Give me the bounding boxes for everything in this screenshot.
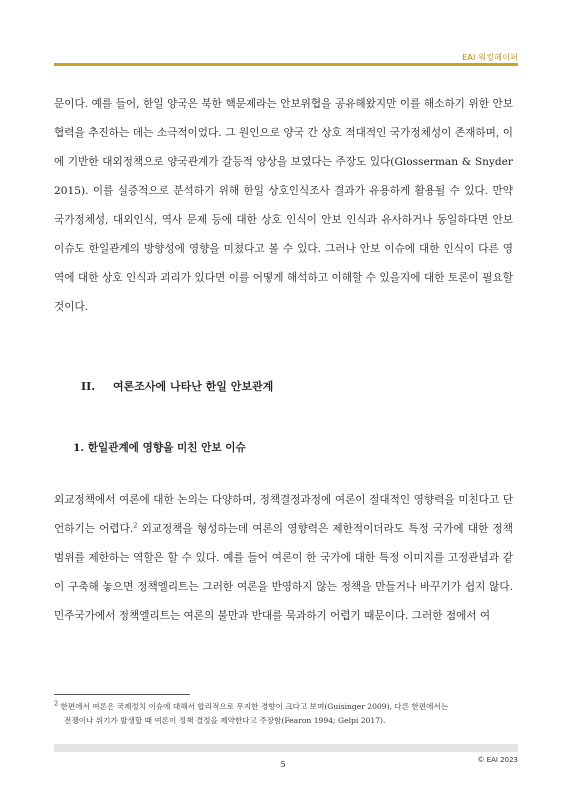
footnote-line-1: 한편에서 여론은 국제정치 이슈에 대해서 합리적으로 무지한 경향이 크다고 보며(Guisinger 2009), 다른 한편에서는 — [58, 702, 449, 711]
header-label: EAI 워킹페이퍼 — [462, 53, 518, 62]
body-paragraph-2 — [54, 486, 513, 631]
copyright-notice: © EAI 2023 — [477, 756, 518, 764]
paragraph-text-before: 외교정책에서 여론에 대한 논의는 다양하며, 정책결정과정에 여론이 절대적인 영향력을 미친다고 단언하기는 어렵다. — [54, 494, 513, 535]
footnote-line-2: 전쟁이나 위기가 발생할 때 여론이 정책 결정을 제약한다고 주장함(Fearon 1994; Gelpi 2017). — [64, 716, 386, 725]
page-number: 5 — [280, 760, 286, 769]
section-heading — [81, 378, 273, 394]
section-number: II. — [81, 380, 96, 393]
body-paragraph: 문이다. 예를 들어, 한일 양국은 북한 핵문제라는 안보위협을 공유해왔지만 이를 해소하기 위한 안보협력을 추진하는 데는 소극적이었다. 그 원인으로 양국 간 상호 적대적인 국가정체성이 존재하며, 이에 기반한 대외정책으로 양국관계가 갈등적 양상을 보였다는 주장도 있다(Glosserman & Snyder 2015). 이를 실증적으로 분석하기 위해 한일 상호인식조사 결과가 유용하게 활용될 수 있다. 만약 국가정체성, 대외인식, 역사 문제 등에 대한 상호 인식이 안보 인식과 유사하거나 동일하다면 안보 이슈도 한일관계의 방향성에 영향을 미쳤다고 볼 수 있다. 그러나 안보 이슈에 대한 인식이 다른 영역에 대한 상호 인식과 괴리가 있다면 이를 어떻게 해석하고 이해할 수 있을지에 대한 토론이 필요할 것이다. — [54, 98, 513, 313]
footnote-reference[interactable]: 2 — [133, 521, 138, 530]
subsection-heading: 1. 한일관계에 영향을 미친 안보 이슈 — [73, 442, 246, 454]
footnote-mark: 2 — [54, 699, 59, 708]
footnote-rule — [54, 694, 190, 695]
section-title: 여론조사에 나타난 한일 안보관계 — [113, 380, 274, 393]
header-rule — [54, 63, 518, 66]
footer-bar — [54, 744, 518, 752]
footnote — [54, 700, 514, 728]
paragraph-text-after: 외교정책을 형성하는데 여론의 영향력은 제한적이더라도 특정 국가에 대한 정책 범위를 제한하는 역할은 할 수 있다. 예를 들어 여론이 한 국가에 대한 특정 이미지를 고정관념과 같이 구축해 놓으면 정책엘리트는 그러한 여론을 반영하지 않는 정책을 만들거나 바꾸기가 쉽지 않다. 민주국가에서 정책엘리트는 여론의 불만과 반대를 묵과하기 어렵기 때문이다. 그러한 점에서 여 — [54, 523, 513, 622]
